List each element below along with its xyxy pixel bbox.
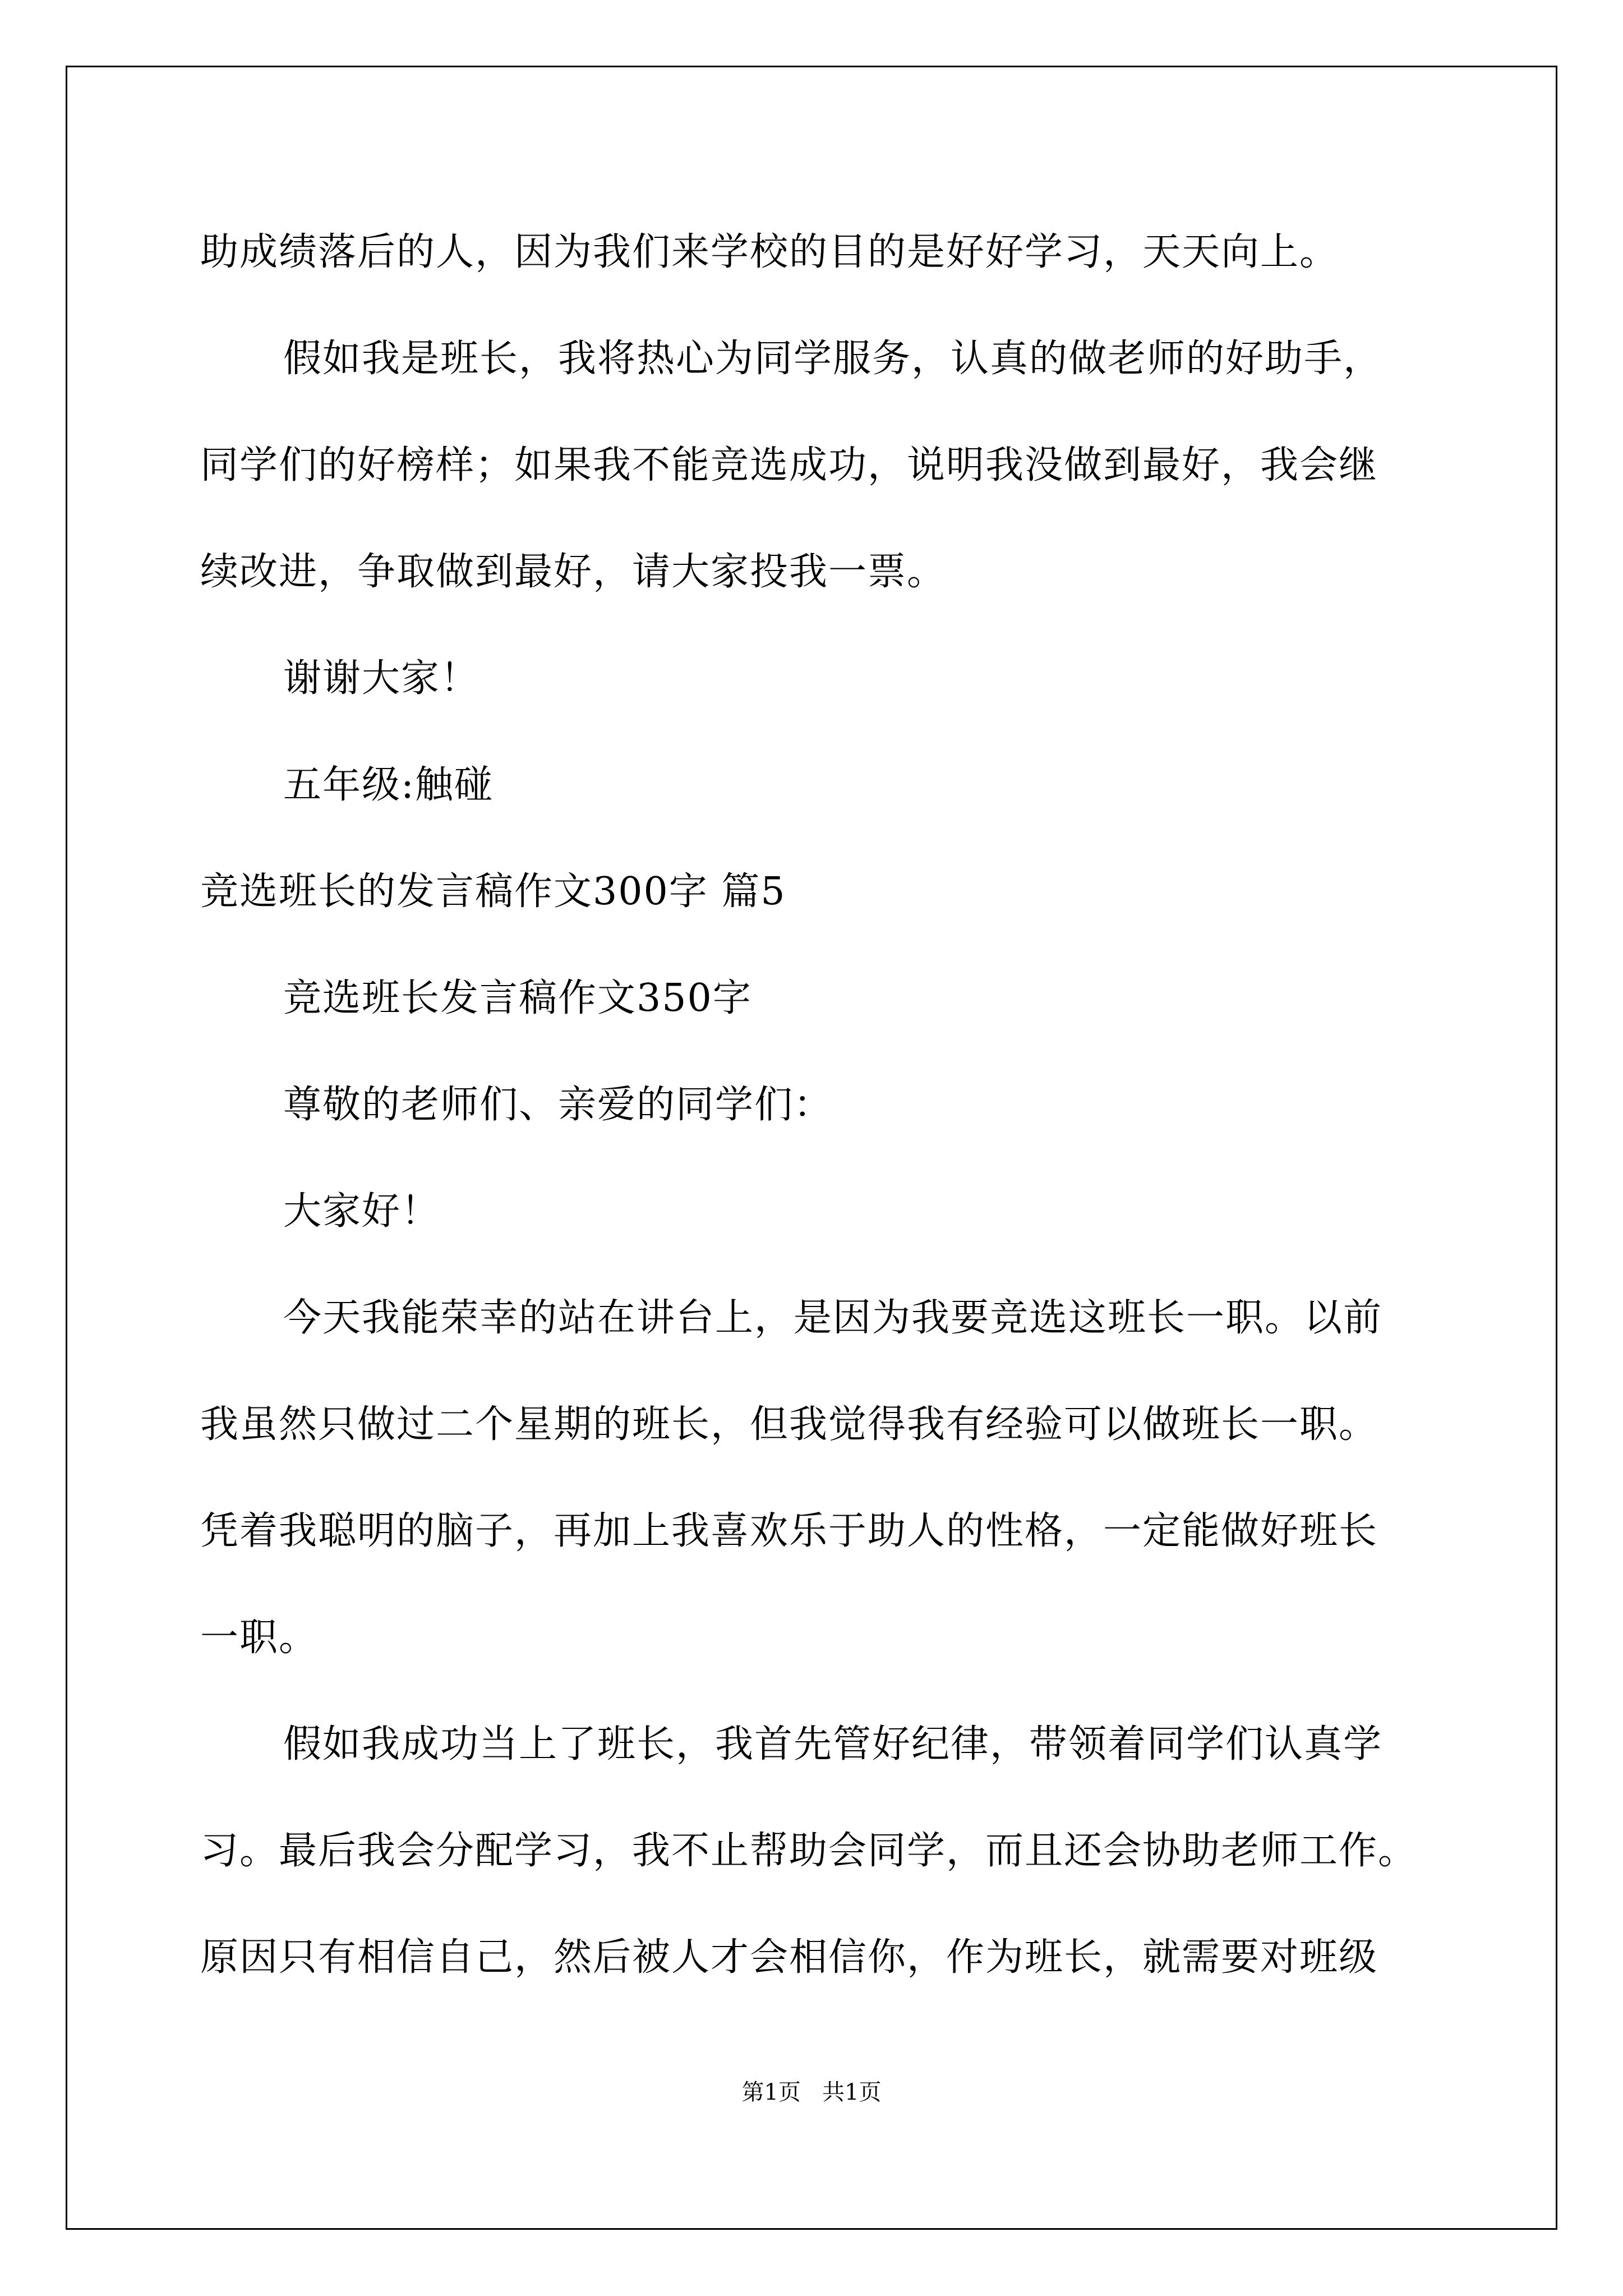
salutation: 尊敬的老师们、亲爱的同学们： bbox=[283, 1083, 833, 1127]
body-text-line: 谢谢大家！ bbox=[283, 656, 480, 701]
page-border bbox=[66, 66, 1557, 2230]
body-text-line: 假如我成功当上了班长，我首先管好纪律，带领着同学们认真学 bbox=[283, 1722, 1383, 1766]
body-text-line: 五年级:触碰 bbox=[283, 763, 494, 807]
body-text-line: 假如我是班长，我将热心为同学服务，认真的做老师的好助手， bbox=[283, 337, 1383, 381]
body-text-line: 一职。 bbox=[200, 1616, 319, 1660]
body-text-line: 同学们的好榜样；如果我不能竞选成功，说明我没做到最好，我会继 bbox=[200, 443, 1378, 487]
body-text-line: 助成绩落后的人，因为我们来学校的目的是好好学习，天天向上。 bbox=[200, 230, 1339, 274]
essay-title: 竞选班长发言稿作文350字 bbox=[283, 976, 752, 1020]
body-text-line: 我虽然只做过二个星期的班长，但我觉得我有经验可以做班长一职。 bbox=[200, 1402, 1378, 1447]
section-heading: 竞选班长的发言稿作文300字 篇5 bbox=[200, 869, 786, 914]
greeting: 大家好！ bbox=[283, 1189, 441, 1234]
body-text-line: 原因只有相信自己，然后被人才会相信你，作为班长，就需要对班级 bbox=[200, 1935, 1378, 1980]
body-text-line: 习。最后我会分配学习，我不止帮助会同学，而且还会协助老师工作。 bbox=[200, 1829, 1418, 1873]
page-footer: 第1页 共1页 bbox=[741, 2079, 882, 2105]
body-text-line: 今天我能荣幸的站在讲台上，是因为我要竞选这班长一职。以前 bbox=[283, 1296, 1383, 1340]
body-text-line: 续改进，争取做到最好，请大家投我一票。 bbox=[200, 550, 947, 594]
body-text-line: 凭着我聪明的脑子，再加上我喜欢乐于助人的性格，一定能做好班长 bbox=[200, 1509, 1378, 1553]
